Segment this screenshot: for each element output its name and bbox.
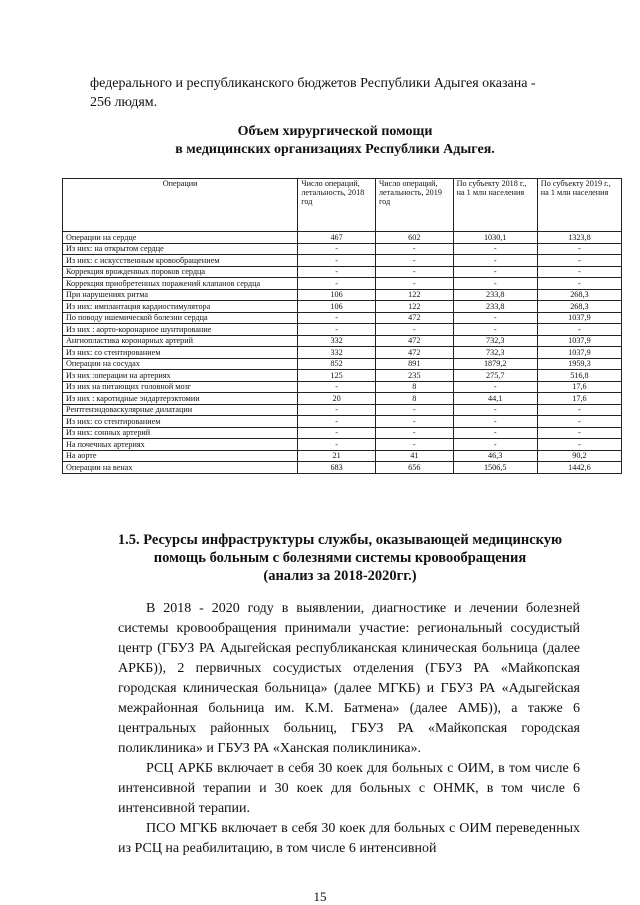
value-cell: -	[453, 404, 537, 416]
table-row	[63, 439, 622, 451]
section-heading	[90, 531, 590, 585]
intro-line: федерального и республиканского бюджетов Республики Адыгея оказана -	[90, 76, 536, 91]
table-row	[63, 393, 622, 405]
table-row	[63, 462, 622, 474]
value-cell: -	[537, 427, 621, 439]
table-row	[63, 301, 622, 313]
table-row	[63, 381, 622, 393]
table-row	[63, 404, 622, 416]
value-cell: -	[375, 255, 453, 267]
value-cell: 332	[298, 335, 376, 347]
value-cell: 852	[298, 358, 376, 370]
table-row	[63, 312, 622, 324]
value-cell: 268,3	[537, 301, 621, 313]
section-heading-line: (анализ за 2018-2020гг.)	[263, 568, 417, 584]
table-row	[63, 335, 622, 347]
operation-name-cell: На аорте	[63, 450, 298, 462]
value-cell: 683	[298, 462, 376, 474]
value-cell: 732,3	[453, 335, 537, 347]
value-cell: 656	[375, 462, 453, 474]
value-cell: -	[537, 278, 621, 290]
header-operations: Операции	[63, 179, 298, 232]
table-title	[90, 123, 580, 159]
page-number: 15	[313, 889, 327, 904]
value-cell: -	[298, 278, 376, 290]
operation-name-cell: Из них: на открытом сердце	[63, 243, 298, 255]
value-cell: -	[453, 416, 537, 428]
operation-name-cell: Из них : каротидные эндартерэктомии	[63, 393, 298, 405]
table-row	[63, 324, 622, 336]
section-heading-line: помощь больным с болезнями системы кровообращения	[153, 550, 527, 566]
value-cell: 21	[298, 450, 376, 462]
table-row	[63, 416, 622, 428]
table-row	[63, 232, 622, 244]
operation-name-cell: Коррекция врожденных пороков сердца	[63, 266, 298, 278]
paragraph: РСЦ АРКБ включает в себя 30 коек для больных с ОИМ, в том числе 6 интенсивной терапии и 30 коек для больных с ОНМК, в том числе 6 интенсивной терапии.	[118, 761, 580, 816]
value-cell: 1037,9	[537, 312, 621, 324]
operation-name-cell: Рентгенэндоваскулярные дилатации	[63, 404, 298, 416]
value-cell: -	[375, 439, 453, 451]
body-text	[118, 599, 580, 859]
table-title-line: Объем хирургической помощи	[237, 124, 433, 139]
value-cell: -	[453, 255, 537, 267]
value-cell: -	[298, 243, 376, 255]
value-cell: -	[375, 266, 453, 278]
value-cell: 472	[375, 347, 453, 359]
value-cell: 233,8	[453, 289, 537, 301]
table-title-line: в медицинских организациях Республики Адыгея.	[175, 142, 495, 157]
value-cell: -	[298, 416, 376, 428]
value-cell: -	[298, 266, 376, 278]
value-cell: 8	[375, 393, 453, 405]
table-body	[63, 232, 622, 474]
value-cell: 268,3	[537, 289, 621, 301]
value-cell: -	[453, 243, 537, 255]
table-row	[63, 358, 622, 370]
value-cell: -	[453, 312, 537, 324]
paragraph: В 2018 - 2020 году в выявлении, диагностике и лечении болезней системы кровообращения принимали участие: региональный сосудистый центр (ГБУЗ РА Адыгейская республиканская клиническая больница (далее АРКБ)), 2 первичных сосудистых отделения (ГБУЗ РА «Майкопская городская клиническая больница» (далее МГКБ) и ГБУЗ РА «Адыгейская межрайонная больница им. К.М. Батмена» (далее АМБ)), а также 6 центральных районных больниц, ГБУЗ РА «Майкопская городская поликлиника» и ГБУЗ РА «Ханская поликлиника».	[118, 601, 580, 756]
value-cell: 1323,8	[537, 232, 621, 244]
value-cell: 1037,9	[537, 347, 621, 359]
table-row	[63, 450, 622, 462]
value-cell: 516,8	[537, 370, 621, 382]
value-cell: 1442,6	[537, 462, 621, 474]
header-count-2019: Число операций, летальность, 2019 год	[375, 179, 453, 232]
value-cell: -	[453, 427, 537, 439]
operation-name-cell: При нарушениях ритма	[63, 289, 298, 301]
operation-name-cell: Ангиопластика коронарных артерий	[63, 335, 298, 347]
value-cell: 106	[298, 289, 376, 301]
operation-name-cell: Из них :операции на артериях	[63, 370, 298, 382]
value-cell: -	[537, 416, 621, 428]
value-cell: 891	[375, 358, 453, 370]
table-row	[63, 255, 622, 267]
operation-name-cell: Из них на питающих головной мозг	[63, 381, 298, 393]
table-row	[63, 347, 622, 359]
value-cell: 44,1	[453, 393, 537, 405]
value-cell: -	[375, 416, 453, 428]
value-cell: 122	[375, 301, 453, 313]
operation-name-cell: По поводу ишемической болезни сердца	[63, 312, 298, 324]
paragraph: ПСО МГКБ включает в себя 30 коек для больных с ОИМ переведенных из РСЦ на реабилитацию, в том числе 6 интенсивной	[118, 821, 580, 856]
value-cell: 1959,3	[537, 358, 621, 370]
value-cell: 122	[375, 289, 453, 301]
value-cell: -	[298, 404, 376, 416]
section-heading-line: 1.5. Ресурсы инфраструктуры службы, оказывающей медицинскую	[117, 532, 563, 548]
value-cell: 8	[375, 381, 453, 393]
value-cell: -	[298, 381, 376, 393]
value-cell: -	[537, 266, 621, 278]
value-cell: 467	[298, 232, 376, 244]
table-row	[63, 370, 622, 382]
table-row	[63, 427, 622, 439]
intro-paragraph	[90, 74, 580, 112]
value-cell: 125	[298, 370, 376, 382]
operation-name-cell: Операции на сердце	[63, 232, 298, 244]
operation-name-cell: Операции на сосудах	[63, 358, 298, 370]
value-cell: -	[375, 324, 453, 336]
value-cell: 235	[375, 370, 453, 382]
value-cell: 233,8	[453, 301, 537, 313]
value-cell: -	[375, 427, 453, 439]
value-cell: 275,7	[453, 370, 537, 382]
value-cell: 46,3	[453, 450, 537, 462]
value-cell: -	[453, 324, 537, 336]
value-cell: -	[298, 255, 376, 267]
table-row	[63, 289, 622, 301]
value-cell: 472	[375, 335, 453, 347]
intro-line: 256 людям.	[90, 95, 158, 110]
value-cell: -	[375, 404, 453, 416]
value-cell: -	[298, 427, 376, 439]
value-cell: 17,6	[537, 381, 621, 393]
value-cell: -	[453, 278, 537, 290]
value-cell: 1506,5	[453, 462, 537, 474]
value-cell: -	[453, 439, 537, 451]
operation-name-cell: Из них: со стентированием	[63, 416, 298, 428]
value-cell: 332	[298, 347, 376, 359]
table-row	[63, 243, 622, 255]
value-cell: -	[375, 243, 453, 255]
value-cell: -	[537, 404, 621, 416]
operation-name-cell: Из них : аорто-коронарное шунтирование	[63, 324, 298, 336]
operation-name-cell: На почечных артериях	[63, 439, 298, 451]
value-cell: -	[298, 439, 376, 451]
value-cell: -	[453, 266, 537, 278]
header-per-million-2018: По субъекту 2018 г., на 1 млн населения	[453, 179, 537, 232]
value-cell: 1037,9	[537, 335, 621, 347]
value-cell: 17,6	[537, 393, 621, 405]
value-cell: -	[537, 324, 621, 336]
header-count-2018: Число операций, летальность, 2018 год	[298, 179, 376, 232]
table-header-row	[63, 179, 622, 232]
operation-name-cell: Операции на венах	[63, 462, 298, 474]
operation-name-cell: Из них: с искусственным кровообращением	[63, 255, 298, 267]
value-cell: 602	[375, 232, 453, 244]
value-cell: -	[537, 243, 621, 255]
value-cell: 1030,1	[453, 232, 537, 244]
value-cell: -	[453, 381, 537, 393]
value-cell: 90,2	[537, 450, 621, 462]
operation-name-cell: Из них: со стентированием	[63, 347, 298, 359]
table-row	[63, 266, 622, 278]
operation-name-cell: Из них: имплантация кардиостимулятора	[63, 301, 298, 313]
value-cell: -	[298, 312, 376, 324]
header-per-million-2019: По субъекту 2019 г., на 1 млн населения	[537, 179, 621, 232]
value-cell: 472	[375, 312, 453, 324]
surgery-volume-table	[62, 178, 622, 474]
value-cell: -	[298, 324, 376, 336]
value-cell: -	[537, 255, 621, 267]
value-cell: -	[537, 439, 621, 451]
value-cell: 20	[298, 393, 376, 405]
table-row	[63, 278, 622, 290]
operation-name-cell: Коррекция приобретенных поражений клапанов сердца	[63, 278, 298, 290]
value-cell: 1879,2	[453, 358, 537, 370]
value-cell: -	[375, 278, 453, 290]
value-cell: 732,3	[453, 347, 537, 359]
value-cell: 106	[298, 301, 376, 313]
value-cell: 41	[375, 450, 453, 462]
operation-name-cell: Из них: сонных артерий	[63, 427, 298, 439]
